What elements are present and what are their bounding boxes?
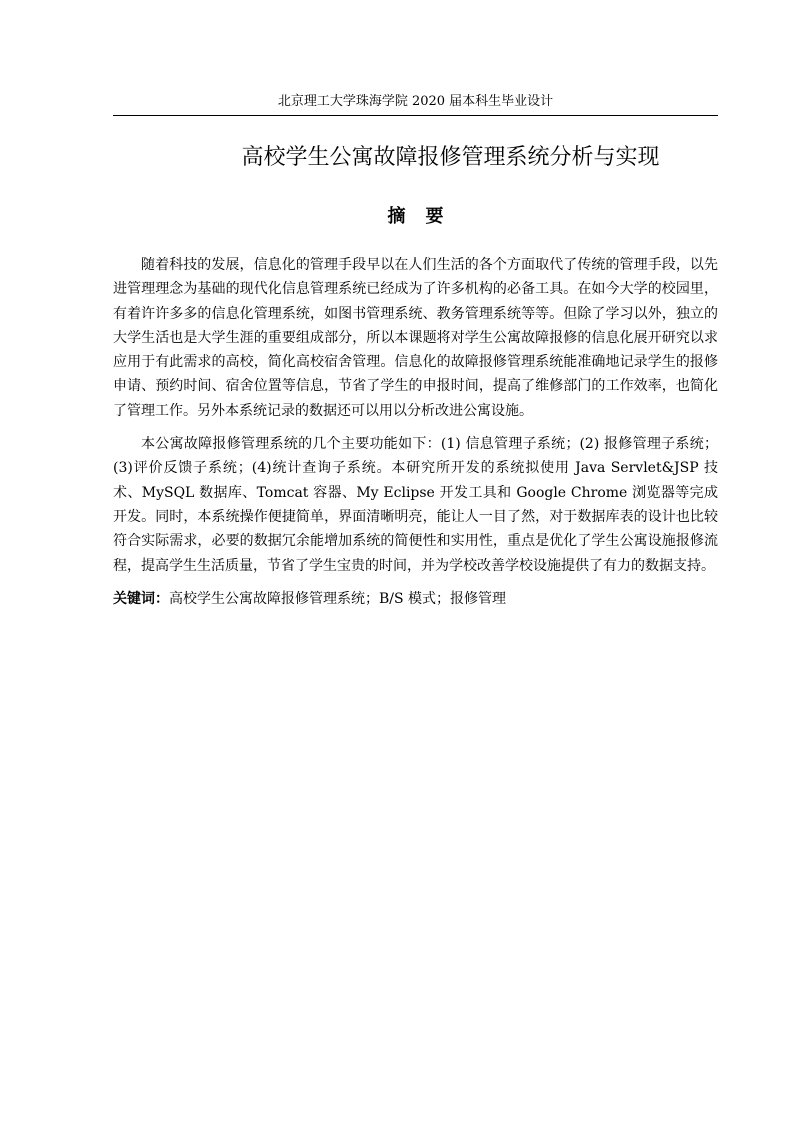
abstract-paragraph-2: 本公寓故障报修管理系统的几个主要功能如下：(1) 信息管理子系统；(2) 报修管理子系统；(3)评价反馈子系统；(4)统计查询子系统。本研究所开发的系统拟使用 Java Servlet&JSP 技术、MySQL 数据库、Tomcat 容器、My Eclipse 开发工具和 Google Chrome 浏览器等完成开发。同时，本系统操作便捷简单，界面清晰明亮，能让人一目了然，对于数据库表的设计也比较符合实际需求，必要的数据冗余能增加系统的简便性和实用性，重点是优化了学生公寓设施报修流程，提高学生生活质量，节省了学生宝贵的时间，并为学校改善学校设施提供了有力的数据支持。	[113, 436, 718, 574]
document-title: 高校学生公寓故障报修管理系统分析与实现	[241, 145, 660, 170]
abstract-paragraph-1: 随着科技的发展，信息化的管理手段早以在人们生活的各个方面取代了传统的管理手段，以先进管理理念为基础的现代化信息管理系统已经成为了许多机构的必备工具。在如今大学的校园里，有着许许多多的信息化管理系统，如图书管理系统、教务管理系统等等。但除了学习以外，独立的大学生活也是大学生涯的重要组成部分，所以本课题将对学生公寓故障报修的信息化展开研究以求应用于有此需求的高校，简化高校宿舍管理。信息化的故障报修管理系统能准确地记录学生的报修申请、预约时间、宿舍位置等信息，节省了学生的申报时间，提高了维修部门的工作效率，也简化了管理工作。另外本系统记录的数据还可以用以分析改进公寓设施。	[113, 257, 718, 419]
abstract-heading: 摘要	[387, 206, 464, 227]
keywords-line	[113, 587, 718, 611]
abstract-body	[113, 253, 718, 611]
header-text: 北京理工大学珠海学院 2020 届本科生毕业设计	[277, 94, 554, 109]
keywords-label: 关键词：	[113, 590, 169, 607]
page-header	[113, 93, 718, 116]
keywords-text: 高校学生公寓故障报修管理系统；B/S 模式；报修管理	[169, 590, 507, 607]
